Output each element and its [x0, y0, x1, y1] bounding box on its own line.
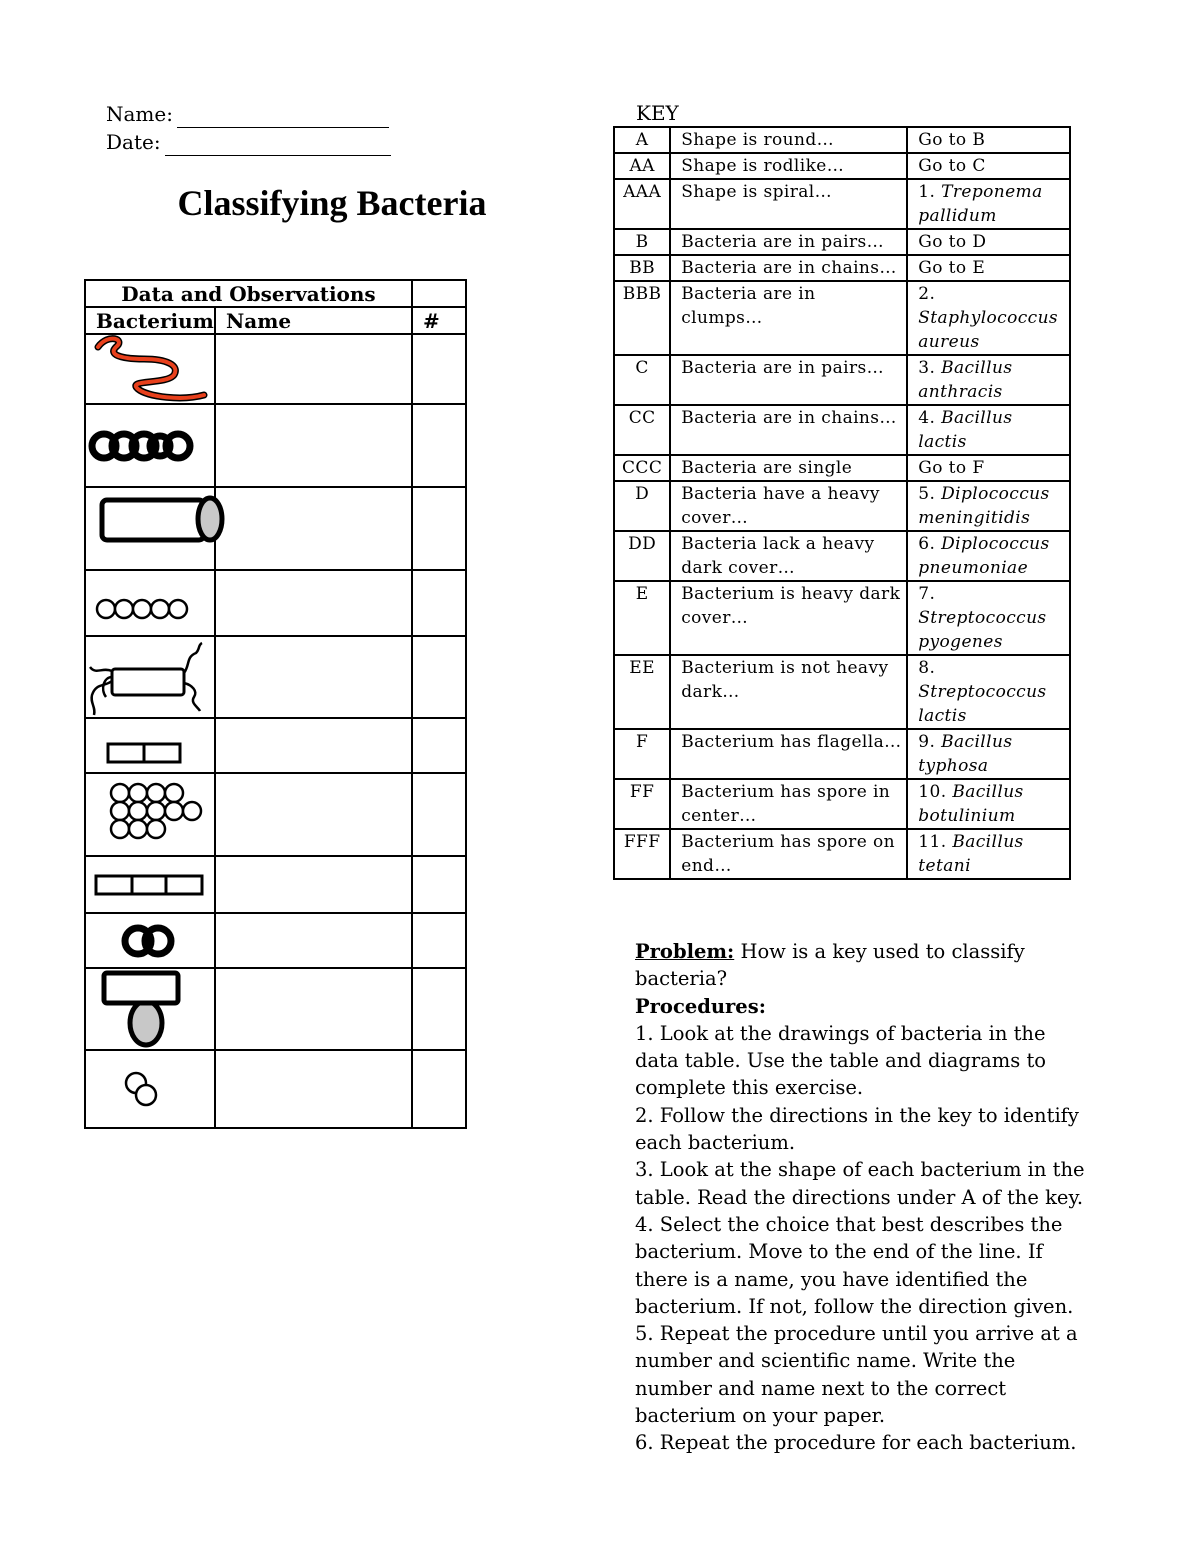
key-row [614, 729, 1070, 779]
key-row [614, 153, 1070, 179]
table-row [85, 334, 466, 404]
number-answer-cell[interactable] [412, 636, 466, 718]
name-answer-cell[interactable] [215, 487, 412, 570]
key-result [907, 581, 1070, 655]
table-row [85, 718, 466, 773]
key-result [907, 829, 1070, 879]
bacterium-cell [85, 856, 215, 913]
name-answer-cell[interactable] [215, 718, 412, 773]
key-row [614, 355, 1070, 405]
key-step-letter: D [614, 481, 670, 531]
key-scientific-name: Staphylococcus aureus [918, 308, 1059, 352]
name-label: Name: [106, 102, 173, 126]
number-answer-cell[interactable] [412, 913, 466, 968]
table-row [85, 487, 466, 570]
problem-section [635, 938, 1095, 1457]
key-description: Bacteria lack a heavy dark cover… [670, 531, 907, 581]
key-row [614, 531, 1070, 581]
column-header-name: Name [215, 307, 412, 334]
key-step-letter: FFF [614, 829, 670, 879]
key-step-letter: C [614, 355, 670, 405]
number-answer-cell[interactable] [412, 570, 466, 636]
key-scientific-name: Diplococcus meningitidis [918, 484, 1050, 528]
number-answer-cell[interactable] [412, 487, 466, 570]
name-answer-cell[interactable] [215, 856, 412, 913]
key-goto-text: Go to D [918, 232, 987, 252]
procedures-label: Procedures: [635, 994, 766, 1018]
cocci-chain-icon [86, 573, 212, 633]
table-row [85, 773, 466, 856]
key-result-number: 8. [918, 658, 936, 678]
number-answer-cell[interactable] [412, 718, 466, 773]
key-result [907, 281, 1070, 355]
key-step-letter: CCC [614, 455, 670, 481]
name-answer-cell[interactable] [215, 968, 412, 1050]
key-result [907, 255, 1070, 281]
key-result-number: 2. [918, 284, 936, 304]
key-result-number: 3. [918, 358, 936, 378]
key-scientific-name: Bacillus anthracis [918, 358, 1013, 402]
bacterium-cell [85, 718, 215, 773]
key-scientific-name: Bacillus lactis [918, 408, 1013, 452]
name-answer-cell[interactable] [215, 913, 412, 968]
key-result [907, 779, 1070, 829]
key-row [614, 229, 1070, 255]
key-result [907, 405, 1070, 455]
key-step-letter: F [614, 729, 670, 779]
data-observations-table [84, 279, 467, 1129]
key-result-number: 9. [918, 732, 936, 752]
bacterium-cell [85, 334, 215, 404]
dichotomous-key-table [613, 126, 1071, 880]
name-answer-cell[interactable] [215, 1050, 412, 1128]
key-scientific-name: Diplococcus pneumoniae [918, 534, 1050, 578]
key-scientific-name: Bacillus tetani [918, 832, 1024, 876]
bacterium-cell [85, 968, 215, 1050]
key-row [614, 581, 1070, 655]
problem-text: How is a key used to classify bacteria? [635, 940, 1025, 991]
key-step-letter: CC [614, 405, 670, 455]
key-result-number: 1. [918, 182, 936, 202]
number-answer-cell[interactable] [412, 404, 466, 487]
key-goto-text: Go to F [918, 458, 985, 478]
spiral-bacterium-icon [86, 335, 212, 403]
key-row [614, 127, 1070, 153]
key-description: Bacteria have a heavy cover… [670, 481, 907, 531]
number-answer-cell[interactable] [412, 334, 466, 404]
column-header-number: # [412, 307, 466, 334]
bacterium-cell [85, 404, 215, 487]
key-result-number: 7. [918, 584, 936, 604]
key-description: Bacterium has flagella… [670, 729, 907, 779]
table-row [85, 913, 466, 968]
key-step-letter: AA [614, 153, 670, 179]
key-row [614, 481, 1070, 531]
key-description: Bacterium is not heavy dark… [670, 655, 907, 729]
table-row [85, 404, 466, 487]
page-title: Classifying Bacteria [177, 183, 487, 223]
cocci-clump-icon [86, 775, 212, 855]
key-result [907, 455, 1070, 481]
bacterium-cell [85, 636, 215, 718]
key-description: Bacterium has spore on end… [670, 829, 907, 879]
procedure-step: 3. Look at the shape of each bacterium in the table. Read the directions under A of the key. [635, 1158, 1085, 1209]
date-field[interactable] [165, 135, 391, 156]
key-result [907, 481, 1070, 531]
key-result-number: 4. [918, 408, 936, 428]
bacterium-cell [85, 487, 215, 570]
procedure-steps [635, 1020, 1095, 1457]
key-description: Shape is rodlike… [670, 153, 907, 179]
key-label: KEY [636, 101, 679, 125]
name-answer-cell[interactable] [215, 636, 412, 718]
caption-blank-cell [412, 280, 466, 307]
table-caption: Data and Observations [85, 280, 412, 307]
bacterium-cell [85, 1050, 215, 1128]
key-row [614, 405, 1070, 455]
procedure-step: 6. Repeat the procedure for each bacterium. [635, 1431, 1077, 1455]
key-row [614, 255, 1070, 281]
key-step-letter: DD [614, 531, 670, 581]
heavy-diplococci-icon [86, 915, 212, 967]
key-scientific-name: Streptococcus lactis [918, 682, 1047, 726]
rod-with-flagella-icon [86, 637, 212, 717]
key-step-letter: EE [614, 655, 670, 729]
key-result [907, 229, 1070, 255]
procedure-step: 5. Repeat the procedure until you arrive at a number and scientific name. Write the number and name next to the correct bacterium on your paper. [635, 1322, 1078, 1428]
rod-pair-icon [86, 720, 212, 772]
key-goto-text: Go to B [918, 130, 986, 150]
column-header-bacterium: Bacterium [85, 307, 215, 334]
key-result [907, 127, 1070, 153]
key-row [614, 779, 1070, 829]
bacterium-cell [85, 773, 215, 856]
key-description: Bacteria are in clumps… [670, 281, 907, 355]
key-description: Bacteria are in pairs… [670, 229, 907, 255]
key-result-number: 5. [918, 484, 936, 504]
number-answer-cell[interactable] [412, 773, 466, 856]
key-step-letter: AAA [614, 179, 670, 229]
rod-with-end-spore-icon [86, 489, 226, 569]
key-row [614, 455, 1070, 481]
table-row [85, 1050, 466, 1128]
bacterium-cell [85, 570, 215, 636]
key-description: Bacteria are in chains… [670, 405, 907, 455]
key-description: Bacteria are single [670, 455, 907, 481]
key-result [907, 355, 1070, 405]
name-answer-cell[interactable] [215, 334, 412, 404]
key-result [907, 655, 1070, 729]
problem-label: Problem: [635, 940, 735, 963]
key-step-letter: BB [614, 255, 670, 281]
table-row [85, 856, 466, 913]
key-description: Bacteria are in chains… [670, 255, 907, 281]
key-result [907, 531, 1070, 581]
key-result [907, 153, 1070, 179]
bacterium-cell [85, 913, 215, 968]
name-answer-cell[interactable] [215, 404, 412, 487]
key-scientific-name: Treponema pallidum [918, 182, 1043, 226]
student-header [106, 100, 391, 156]
light-diplococci-icon [86, 1051, 212, 1127]
rod-chain-icon [86, 858, 212, 912]
number-answer-cell[interactable] [412, 856, 466, 913]
key-result-number: 11. [918, 832, 947, 852]
key-result [907, 729, 1070, 779]
table-row [85, 636, 466, 718]
procedure-step: 2. Follow the directions in the key to identify each bacterium. [635, 1103, 1079, 1155]
rod-with-center-spore-icon [86, 969, 212, 1049]
key-row [614, 179, 1070, 229]
key-goto-text: Go to C [918, 156, 986, 176]
key-step-letter: FF [614, 779, 670, 829]
name-answer-cell[interactable] [215, 570, 412, 636]
staphylococcus-cluster-icon [86, 416, 212, 476]
name-answer-cell[interactable] [215, 773, 412, 856]
key-result-number: 6. [918, 534, 936, 554]
key-step-letter: B [614, 229, 670, 255]
number-answer-cell[interactable] [412, 1050, 466, 1128]
name-field[interactable] [177, 107, 389, 128]
key-step-letter: E [614, 581, 670, 655]
key-scientific-name: Bacillus typhosa [918, 732, 1013, 776]
procedure-step: 1. Look at the drawings of bacteria in the data table. Use the table and diagrams to complete this exercise. [635, 1021, 1047, 1100]
key-goto-text: Go to E [918, 258, 986, 278]
key-description: Bacteria are in pairs… [670, 355, 907, 405]
key-step-letter: A [614, 127, 670, 153]
key-step-letter: BBB [614, 281, 670, 355]
table-row [85, 968, 466, 1050]
key-row [614, 281, 1070, 355]
date-label: Date: [106, 130, 161, 154]
key-result [907, 179, 1070, 229]
key-description: Shape is spiral… [670, 179, 907, 229]
key-description: Bacterium has spore in center… [670, 779, 907, 829]
key-result-number: 10. [918, 782, 947, 802]
key-scientific-name: Bacillus botulinium [918, 782, 1024, 826]
procedure-step: 4. Select the choice that best describes the bacterium. Move to the end of the line. If there is a name, you have identified the bacterium. If not, follow the direction given. [635, 1212, 1074, 1318]
key-scientific-name: Streptococcus pyogenes [918, 608, 1047, 652]
key-description: Shape is round… [670, 127, 907, 153]
key-row [614, 655, 1070, 729]
table-row [85, 570, 466, 636]
key-description: Bacterium is heavy dark cover… [670, 581, 907, 655]
number-answer-cell[interactable] [412, 968, 466, 1050]
key-row [614, 829, 1070, 879]
